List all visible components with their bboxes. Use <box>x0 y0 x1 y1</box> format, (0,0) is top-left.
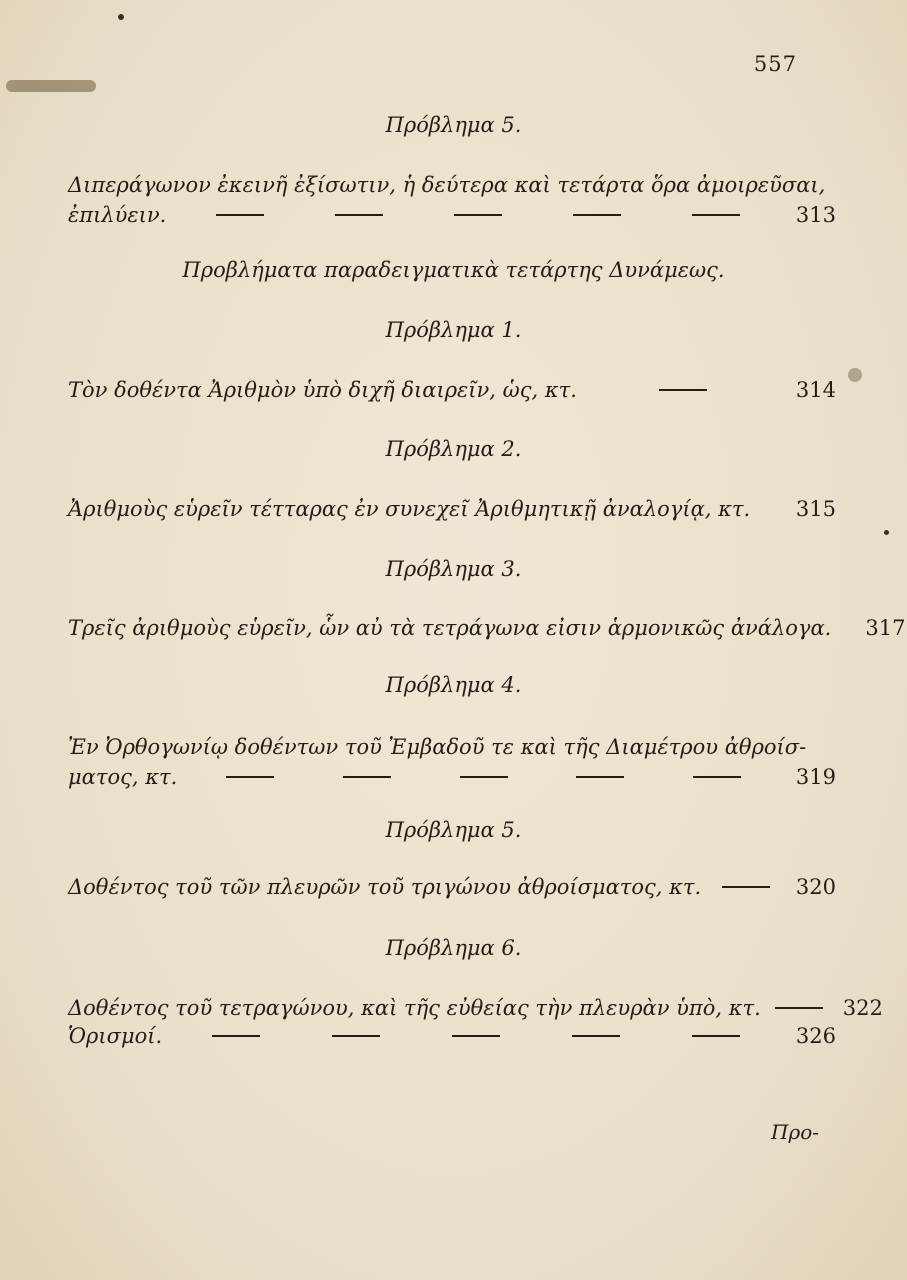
entry-page: 315 <box>795 497 836 521</box>
foxing-spot <box>884 530 889 535</box>
foxing-spot <box>118 14 124 20</box>
entry-page: 320 <box>795 875 836 899</box>
section-heading: Πρόβλημα 2. <box>385 437 522 461</box>
entry-page: 314 <box>795 378 836 402</box>
section-heading: Προβλήματα παραδειγματικὰ τετάρτης Δυνάμεως. <box>182 258 725 282</box>
entry-text: Δοθέντος τοῦ τετραγώνου, καὶ τῆς εὐθείας τὴν πλευρὰν ὑπὸ, κτ. <box>68 996 761 1020</box>
section-heading: Πρόβλημα 5. <box>385 113 522 137</box>
leader-dashes <box>761 1013 837 1015</box>
toc-entry <box>68 993 883 1023</box>
toc-entry <box>68 494 836 524</box>
entry-text: Τὸν δοθέντα Ἀριθμὸν ὑπὸ διχῆ διαιρεῖν, ὡς, κτ. <box>68 378 577 402</box>
section-heading: Πρόβλημα 5. <box>385 818 522 842</box>
entry-page: 313 <box>795 203 836 227</box>
entry-text: Διπεράγωνον ἐκεινῆ ἐξίσωτιν, ἡ δεύτερα καὶ τετάρτα ὅρα ἀμοιρεῦσαι, <box>68 173 826 197</box>
toc-entry <box>68 375 836 405</box>
leader-dashes <box>166 220 790 222</box>
page-number: 557 <box>753 52 797 76</box>
section-heading: Πρόβλημα 3. <box>385 557 522 581</box>
entry-text: Ὁρισμοί. <box>68 1024 163 1048</box>
ink-stain <box>6 80 96 92</box>
leader-dashes <box>162 1041 790 1043</box>
section-heading: Πρόβλημα 1. <box>385 318 522 342</box>
toc-entry <box>68 170 836 230</box>
entry-page: 317 <box>865 616 906 640</box>
entry-text: Τρεῖς ἀριθμοὺς εὑρεῖν, ὧν αὐ τὰ τετράγωνα εἰσιν ἁρμονικῶς ἀνάλογα. <box>68 616 832 640</box>
toc-entry <box>68 1021 836 1051</box>
leader-dashes <box>577 395 790 397</box>
catchword: Προ- <box>771 1120 819 1144</box>
entry-text: ματος, κτ. <box>68 765 178 789</box>
section-heading: Πρόβλημα 6. <box>385 936 522 960</box>
entry-page: 319 <box>795 765 836 789</box>
toc-entry <box>68 732 836 792</box>
entry-text: Ἐν Ὀρθογωνίῳ δοθέντων τοῦ Ἐμβαδοῦ τε καὶ τῆς Διαμέτρου ἀθροίσ- <box>68 735 807 759</box>
entry-text: ἐπιλύειν. <box>68 203 167 227</box>
toc-entry <box>68 872 836 902</box>
leader-dashes <box>701 892 790 894</box>
entry-page: 322 <box>842 996 883 1020</box>
section-heading: Πρόβλημα 4. <box>385 673 522 697</box>
entry-page: 326 <box>795 1024 836 1048</box>
leader-dashes <box>177 782 790 784</box>
entry-text: Δοθέντος τοῦ τῶν πλευρῶν τοῦ τριγώνου ἀθροίσματος, κτ. <box>68 875 702 899</box>
entry-text: Ἀριθμοὺς εὑρεῖν τέτταρας ἐν συνεχεῖ Ἀριθμητικῇ ἀναλογίᾳ, κτ. <box>68 497 751 521</box>
toc-entry <box>68 613 906 643</box>
foxing-spot <box>848 368 862 382</box>
